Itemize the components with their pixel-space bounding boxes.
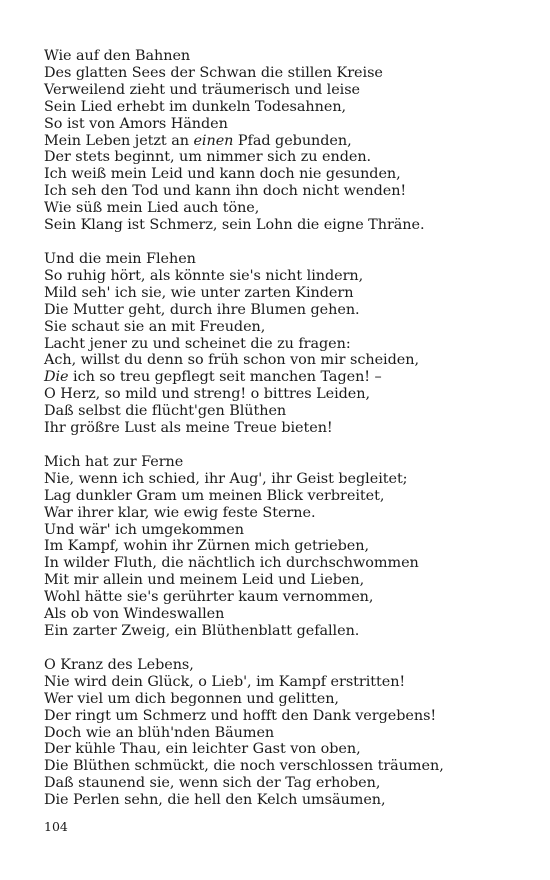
- poem-line: Und die mein Flehen: [44, 250, 196, 267]
- poem-line: Ich weiß mein Leid und kann doch nie gesunden,: [44, 166, 401, 183]
- poem-line: Verweilend zieht und träumerisch und leise: [44, 81, 361, 98]
- poem-line: Wie süß mein Lied auch töne,: [44, 200, 260, 217]
- stanza-3: [44, 454, 524, 640]
- poem-line: Mich hat zur Ferne: [44, 453, 184, 470]
- poem-line: Als ob von Windeswallen: [44, 606, 225, 623]
- line-text: ich so treu gepflegt seit manchen Tagen! –: [68, 369, 382, 386]
- poem-line: Mit mir allein und meinem Leid und Lieben,: [44, 572, 365, 589]
- poem-line: Lag dunkler Gram um meinen Blick verbreitet,: [44, 487, 385, 504]
- stanza-1: [44, 48, 524, 234]
- poem-line: Nie, wenn ich schied, ihr Aug', ihr Geist begleitet;: [44, 470, 408, 487]
- poem-line: O Kranz des Lebens,: [44, 656, 194, 673]
- poem-line: Im Kampf, wohin ihr Zürnen mich getrieben,: [44, 538, 369, 555]
- poem-line: Der ringt um Schmerz und hofft den Dank vergebens!: [44, 707, 437, 724]
- poem-line: In wilder Fluth, die nächtlich ich durchschwommen: [44, 555, 419, 572]
- stanza-2: [44, 251, 524, 437]
- poem-line: So ist von Amors Händen: [44, 115, 228, 132]
- poem-body: [44, 48, 524, 826]
- line-text: Mein Leben jetzt an: [44, 132, 194, 149]
- poem-line: Des glatten Sees der Schwan die stillen Kreise: [44, 64, 383, 81]
- poem-line: Ein zarter Zweig, ein Blüthenblatt gefallen.: [44, 623, 360, 639]
- page-number: 104: [44, 819, 68, 834]
- poem-line: Ich seh den Tod und kann ihn doch nicht wenden!: [44, 183, 407, 200]
- poem-line: Ihr größre Lust als meine Treue bieten!: [44, 420, 333, 437]
- poem-line: War ihrer klar, wie ewig feste Sterne.: [44, 504, 316, 521]
- poem-line: Sie schaut sie an mit Freuden,: [44, 318, 266, 335]
- poem-line: Nie wird dein Glück, o Lieb', im Kampf erstritten!: [44, 673, 406, 690]
- poem-line: Mild seh' ich sie, wie unter zarten Kindern: [44, 284, 354, 301]
- stanza-4: [44, 657, 524, 809]
- poem-line: Der kühle Thau, ein leichter Gast von oben,: [44, 741, 361, 758]
- poem-line: So ruhig hört, als könnte sie's nicht lindern,: [44, 267, 364, 284]
- poem-line: Daß selbst die flücht'gen Blüthen: [44, 403, 287, 420]
- poem-line: Wohl hätte sie's gerührter kaum vernommen,: [44, 589, 374, 606]
- poem-line: Sein Lied erhebt im dunkeln Todesahnen,: [44, 98, 347, 115]
- poem-line: Die Mutter geht, durch ihre Blumen gehen.: [44, 301, 360, 318]
- poem-line: Der stets beginnt, um nimmer sich zu enden.: [44, 149, 372, 166]
- emphasized-word: Die: [44, 369, 69, 386]
- poem-line: Doch wie an blüh'nden Bäumen: [44, 724, 275, 741]
- poem-line: Sein Klang ist Schmerz, sein Lohn die eigne Thräne.: [44, 217, 425, 234]
- poem-line: Ach, willst du denn so früh schon von mir scheiden,: [44, 352, 419, 369]
- poem-line: [44, 133, 524, 150]
- poem-line: Die Blüthen schmückt, die noch verschlossen träumen,: [44, 758, 444, 775]
- poem-line: [44, 369, 524, 386]
- line-text: Pfad gebunden,: [233, 132, 352, 149]
- poem-line: O Herz, so mild und streng! o bittres Leiden,: [44, 386, 371, 403]
- poem-line: Und wär' ich umgekommen: [44, 521, 244, 538]
- poem-line: Wer viel um dich begonnen und gelitten,: [44, 690, 339, 707]
- poem-line: Wie auf den Bahnen: [44, 48, 191, 64]
- poem-line: Lacht jener zu und scheinet die zu fragen:: [44, 335, 351, 352]
- emphasized-word: einen: [193, 132, 234, 149]
- poem-line: Daß staunend sie, wenn sich der Tag erhoben,: [44, 775, 381, 792]
- poem-line: Die Perlen sehn, die hell den Kelch umsäumen,: [44, 792, 386, 809]
